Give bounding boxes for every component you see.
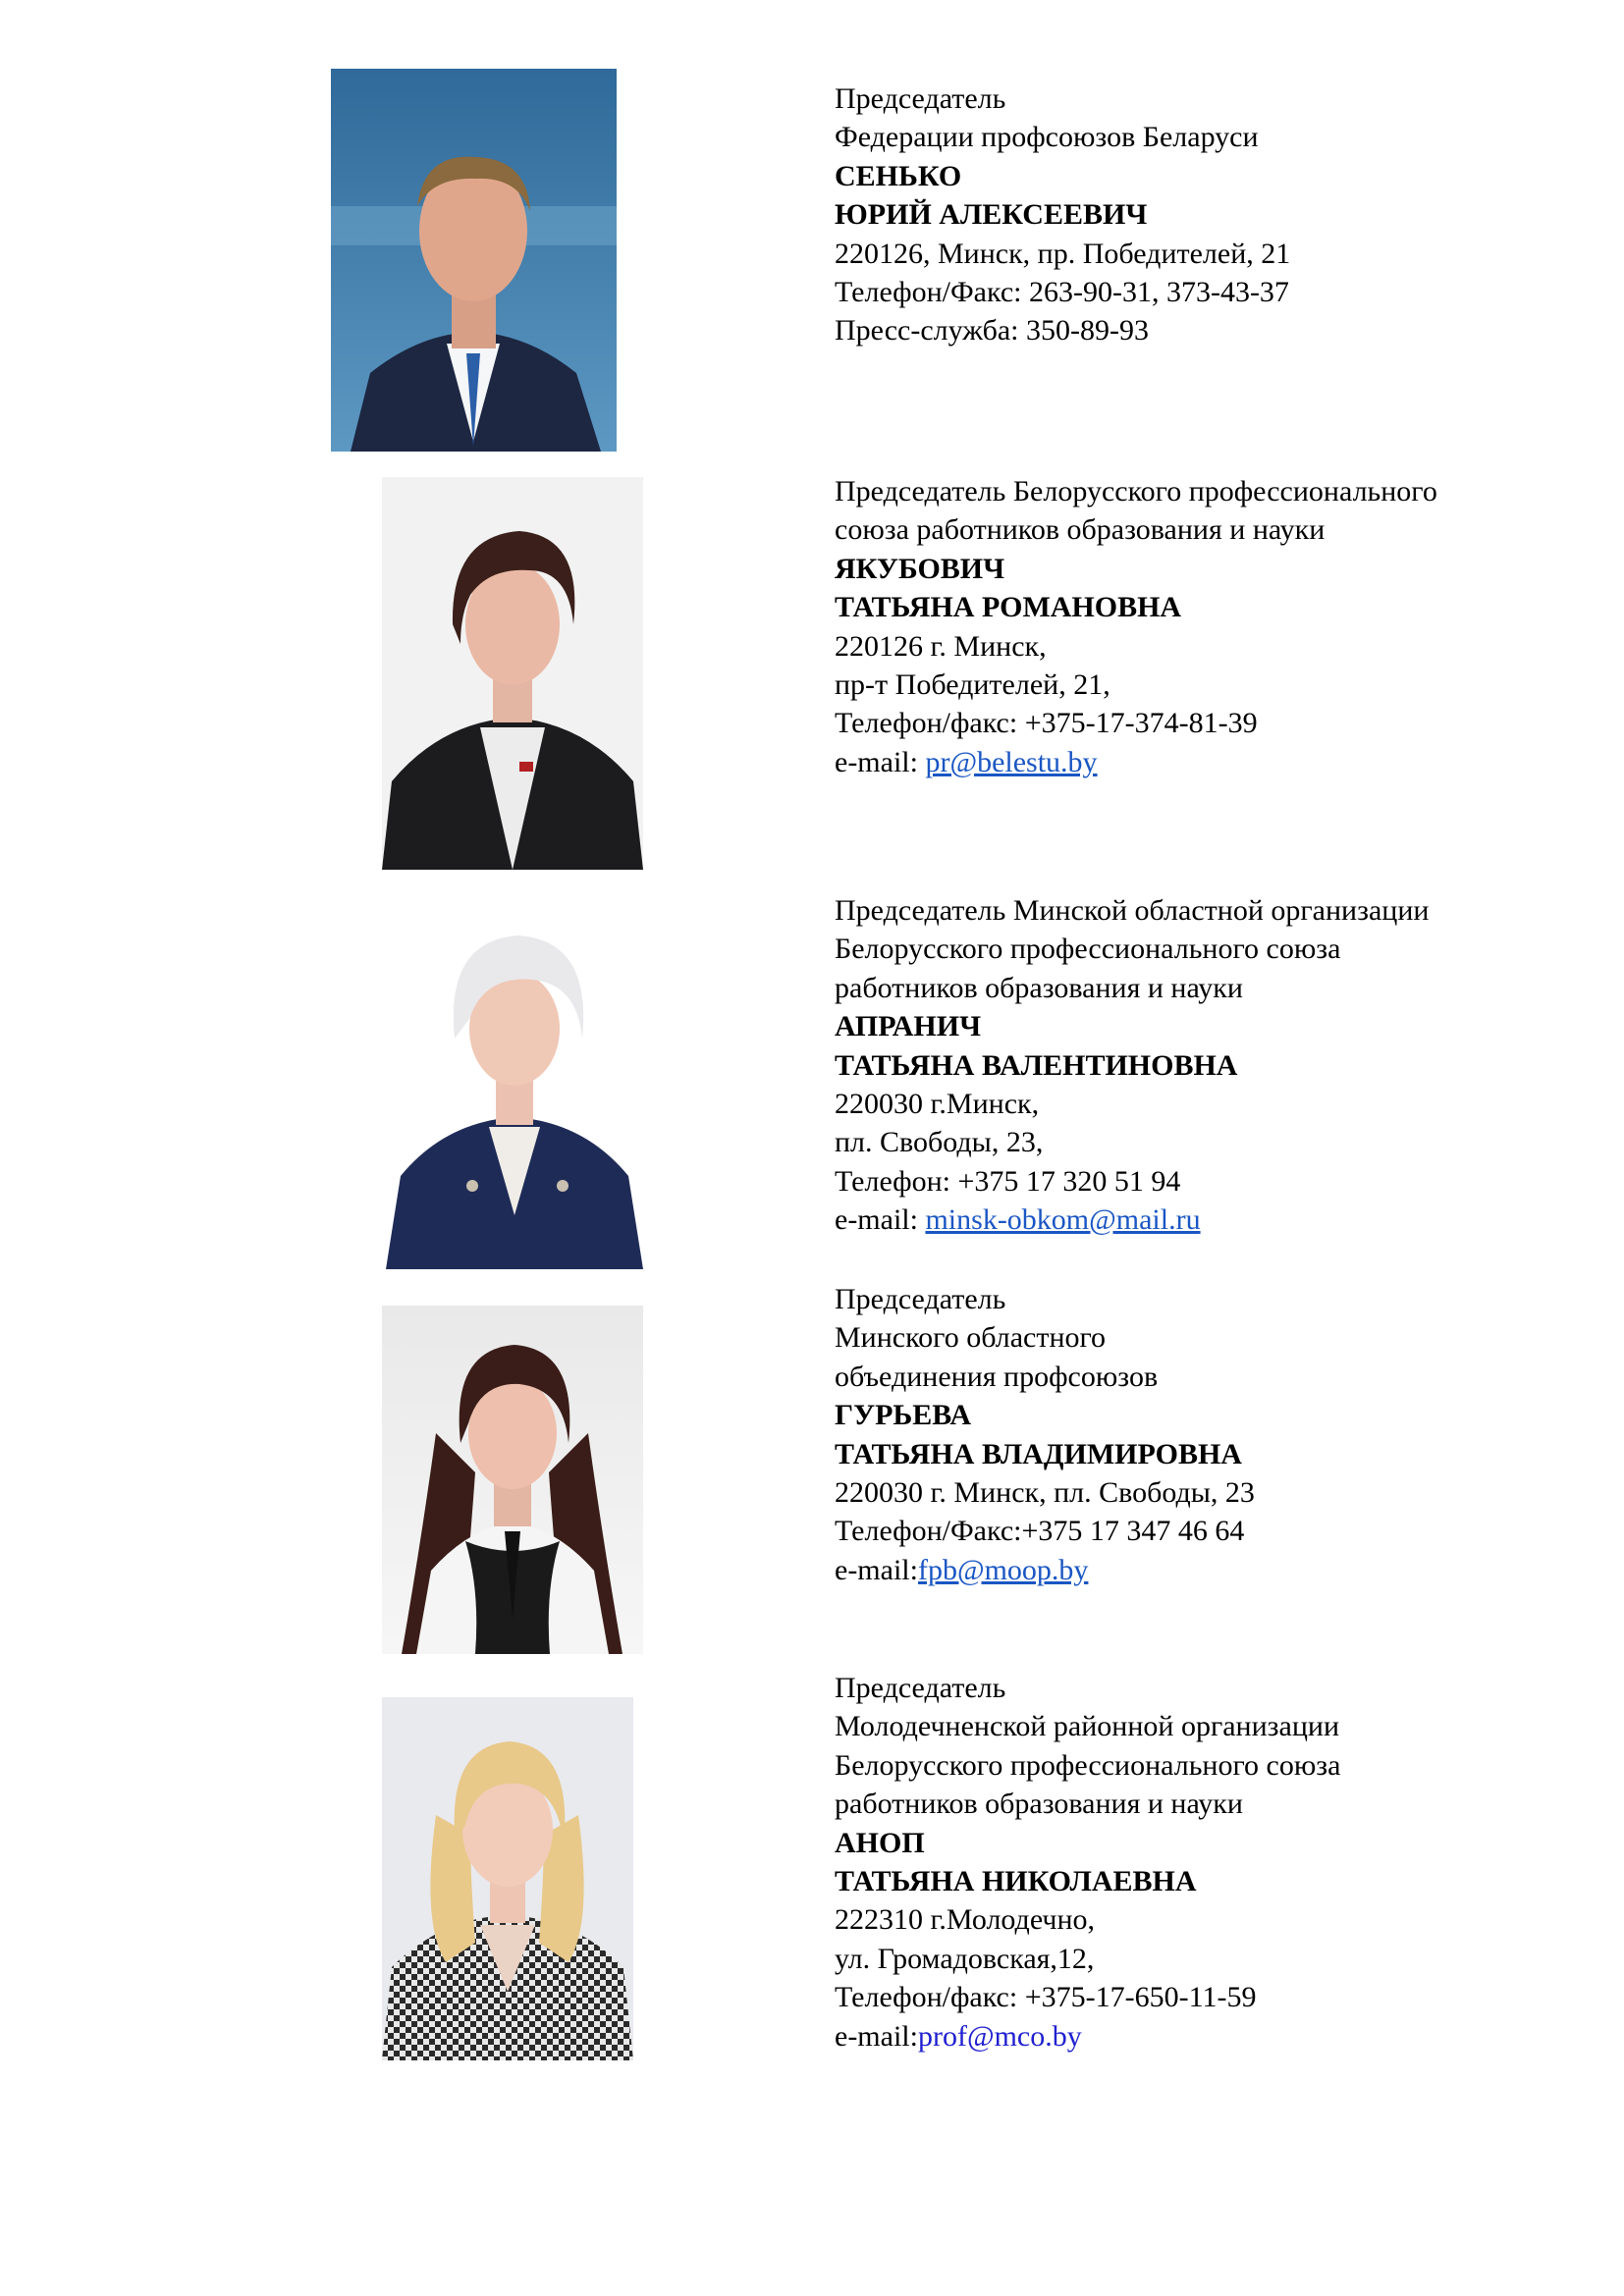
position-line: работников образования и науки <box>835 1788 1243 1821</box>
email-label: e-mail: <box>835 2019 918 2053</box>
email-label: e-mail: <box>835 1203 926 1237</box>
address-line: 220030 г.Минск, <box>835 1088 1040 1121</box>
email-line <box>835 743 1542 781</box>
portrait-photo-2 <box>382 477 643 870</box>
surname: ЯКУБОВИЧ <box>835 552 1005 585</box>
surname: ГУРЬЕВА <box>835 1399 972 1432</box>
full-name: ЮРИЙ АЛЕКСЕЕВИЧ <box>835 198 1148 232</box>
position-line: Председатель Белорусского профессионального <box>835 475 1437 507</box>
full-name: ТАТЬЯНА НИКОЛАЕВНА <box>835 1865 1197 1898</box>
address-line: 220030 г. Минск, пл. Свободы, 23 <box>835 1476 1255 1510</box>
position-line: Белорусского профессионального союза <box>835 933 1341 966</box>
press-service-line: Пресс-служба: 350-89-93 <box>835 314 1149 347</box>
full-name: ТАТЬЯНА РОМАНОВНА <box>835 591 1182 624</box>
address-line: 220126, Минск, пр. Победителей, 21 <box>835 237 1291 270</box>
position-line: объединения профсоюзов <box>835 1360 1159 1393</box>
portrait-photo-4 <box>382 1306 643 1654</box>
email-link[interactable]: minsk-obkom@mail.ru <box>925 1203 1201 1237</box>
position-line: Минского областного <box>835 1321 1107 1355</box>
phone-line: Телефон: +375 17 320 51 94 <box>835 1164 1181 1198</box>
position-line: Председатель <box>835 1283 1006 1315</box>
portrait-photo-3 <box>386 891 643 1269</box>
email-link[interactable]: pr@belestu.by <box>925 745 1098 778</box>
address-line: 220126 г. Минск, <box>835 629 1047 663</box>
phone-line: Телефон/факс: +375-17-650-11-59 <box>835 1981 1257 2014</box>
position-line: Председатель <box>835 1672 1006 1704</box>
address-line: пр-т Победителей, 21, <box>835 668 1110 702</box>
address-line: пл. Свободы, 23, <box>835 1126 1044 1159</box>
position-line: Молодечненской районной организации <box>835 1710 1339 1743</box>
phone-line: Телефон/Факс: 263-90-31, 373-43-37 <box>835 276 1289 309</box>
surname: СЕНЬКО <box>835 159 962 192</box>
email-line <box>835 1201 1542 1239</box>
position-line: союза работников образования и науки <box>835 513 1326 547</box>
surname: АНОП <box>835 1826 925 1859</box>
phone-line: Телефон/Факс:+375 17 347 46 64 <box>835 1515 1245 1548</box>
email-line <box>835 2017 1542 2056</box>
address-line: 222310 г.Молодечно, <box>835 1903 1096 1937</box>
full-name: ТАТЬЯНА ВАЛЕНТИНОВНА <box>835 1048 1238 1082</box>
address-line: ул. Громадовская,12, <box>835 1942 1095 1975</box>
email-link[interactable]: prof@mco.by <box>917 2019 1082 2053</box>
position-line: работников образования и науки <box>835 971 1243 1004</box>
position-line: Председатель Минской областной организации <box>835 894 1430 927</box>
portrait-photo-5 <box>382 1697 633 2060</box>
position-line: Белорусского профессионального союза <box>835 1748 1341 1782</box>
full-name: ТАТЬЯНА ВЛАДИМИРОВНА <box>835 1437 1242 1470</box>
surname: АПРАНИЧ <box>835 1010 982 1043</box>
email-line <box>835 1551 1542 1589</box>
email-label: e-mail: <box>835 1553 918 1586</box>
portrait-photo-1 <box>331 69 617 452</box>
phone-line: Телефон/факс: +375-17-374-81-39 <box>835 707 1258 740</box>
email-label: e-mail: <box>835 745 926 778</box>
position-line: Федерации профсоюзов Беларуси <box>835 121 1259 154</box>
email-link[interactable]: fpb@moop.by <box>917 1553 1089 1586</box>
position-line: Председатель <box>835 82 1006 115</box>
